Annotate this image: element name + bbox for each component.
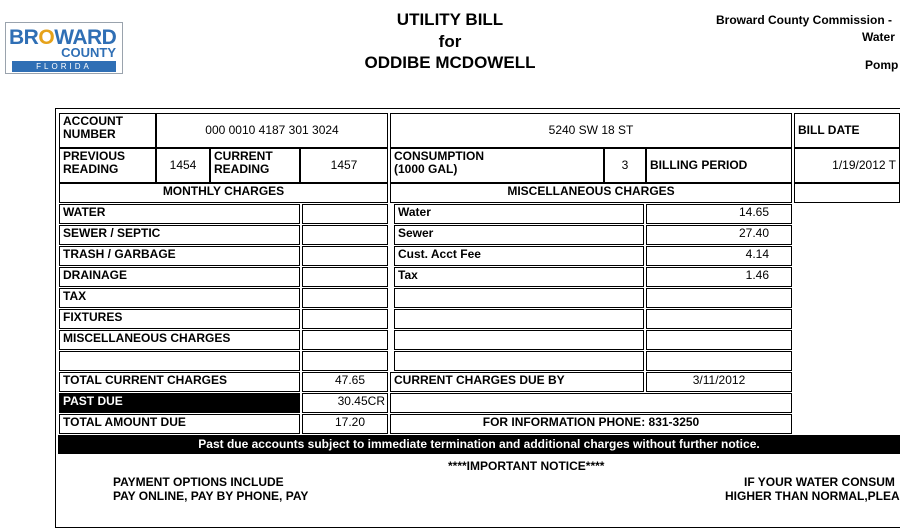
- monthly-item-trash: TRASH / GARBAGE: [59, 246, 300, 266]
- previous-reading-label: PREVIOUS READING: [59, 148, 156, 183]
- agency-name: Broward County Commission -: [716, 13, 893, 27]
- monthly-amount: [302, 288, 388, 308]
- monthly-item-fixtures: FIXTURES: [59, 309, 300, 329]
- monthly-amount: [302, 204, 388, 224]
- misc-item-amount: 1.46: [646, 267, 792, 287]
- consumption-notice-line2: HIGHER THAN NORMAL,PLEA: [725, 489, 900, 503]
- blank-cell: [794, 183, 900, 203]
- consumption-label: CONSUMPTION (1000 GAL): [390, 148, 604, 183]
- misc-blank-row: [646, 330, 792, 350]
- monthly-amount: [302, 246, 388, 266]
- misc-item-amount: 4.14: [646, 246, 792, 266]
- broward-county-logo: [5, 22, 123, 74]
- monthly-item-water: WATER: [59, 204, 300, 224]
- misc-item-label: Cust. Acct Fee: [394, 246, 644, 266]
- misc-item-amount: 14.65: [646, 204, 792, 224]
- blank-cell: [390, 393, 792, 413]
- bill-title: UTILITY BILL: [396, 10, 504, 29]
- past-due-label: PAST DUE: [59, 393, 300, 413]
- agency-line3: Pomp: [865, 58, 899, 72]
- past-due-warning-banner: Past due accounts subject to immediate termination and additional charges without further notice.: [58, 435, 900, 454]
- monthly-amount: [302, 225, 388, 245]
- account-number-label: ACCOUNT NUMBER: [59, 113, 156, 148]
- agency-line2: Water: [862, 30, 895, 44]
- monthly-item-misc: MISCELLANEOUS CHARGES: [59, 330, 300, 350]
- total-due-label: TOTAL AMOUNT DUE: [59, 414, 300, 434]
- bill-date-label: BILL DATE: [794, 113, 900, 148]
- current-reading-label: CURRENT READING: [210, 148, 300, 183]
- misc-item-label: Water: [394, 204, 644, 224]
- bill-title-for: for: [438, 32, 462, 51]
- logo-state: FLORIDA: [12, 61, 116, 72]
- billing-period: 1/19/2012 T: [794, 148, 900, 183]
- billing-period-label: BILLING PERIOD: [646, 148, 792, 183]
- current-reading: 1457: [300, 148, 388, 183]
- due-by-label: CURRENT CHARGES DUE BY: [390, 372, 644, 392]
- important-notice: ****IMPORTANT NOTICE****: [448, 459, 605, 473]
- total-current-value: 47.65: [302, 372, 388, 392]
- monthly-amount: [302, 267, 388, 287]
- misc-charges-header: MISCELLANEOUS CHARGES: [390, 183, 792, 203]
- monthly-amount: [302, 351, 388, 371]
- consumption-notice-line1: IF YOUR WATER CONSUM: [744, 475, 895, 489]
- customer-name: ODDIBE MCDOWELL: [364, 53, 536, 72]
- logo-county: COUNTY: [61, 45, 116, 60]
- misc-blank-row: [646, 351, 792, 371]
- monthly-charges-header: MONTHLY CHARGES: [59, 183, 388, 203]
- misc-item-label: Tax: [394, 267, 644, 287]
- misc-blank-row: [394, 288, 644, 308]
- service-address: 5240 SW 18 ST: [390, 113, 792, 148]
- due-by-date: 3/11/2012: [646, 372, 792, 392]
- account-number: 000 0010 4187 301 3024: [156, 113, 388, 148]
- monthly-item-drainage: DRAINAGE: [59, 267, 300, 287]
- misc-item-label: Sewer: [394, 225, 644, 245]
- misc-blank-row: [394, 309, 644, 329]
- payment-options-line2: PAY ONLINE, PAY BY PHONE, PAY: [113, 489, 309, 503]
- misc-blank-row: [394, 351, 644, 371]
- monthly-amount: [302, 330, 388, 350]
- total-due-value: 17.20: [302, 414, 388, 434]
- payment-options-line1: PAYMENT OPTIONS INCLUDE: [113, 475, 284, 489]
- consumption-value: 3: [604, 148, 646, 183]
- past-due-value: 30.45CR: [302, 393, 388, 413]
- monthly-blank-row: [59, 351, 300, 371]
- info-phone: FOR INFORMATION PHONE: 831-3250: [390, 414, 792, 434]
- monthly-item-sewer: SEWER / SEPTIC: [59, 225, 300, 245]
- monthly-amount: [302, 309, 388, 329]
- misc-blank-row: [646, 309, 792, 329]
- monthly-item-tax: TAX: [59, 288, 300, 308]
- logo-wordmark: BROWARD: [9, 26, 117, 49]
- total-current-label: TOTAL CURRENT CHARGES: [59, 372, 300, 392]
- previous-reading: 1454: [156, 148, 210, 183]
- misc-blank-row: [394, 330, 644, 350]
- misc-blank-row: [646, 288, 792, 308]
- misc-item-amount: 27.40: [646, 225, 792, 245]
